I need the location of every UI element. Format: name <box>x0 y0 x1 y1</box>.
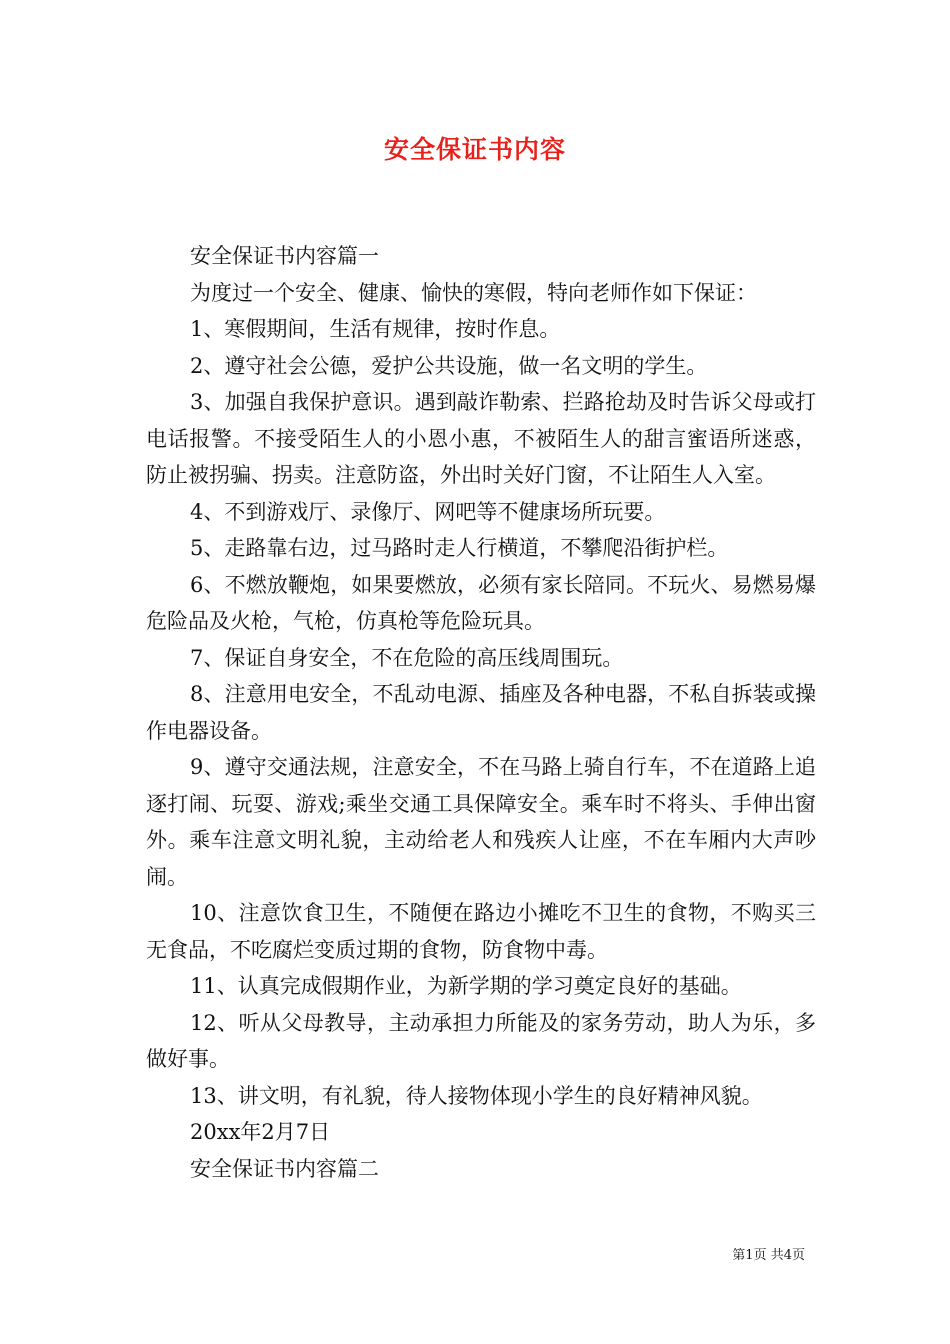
list-item: 1、寒假期间，生活有规律，按时作息。 <box>190 317 561 341</box>
section-heading: 安全保证书内容篇二 <box>190 1156 379 1181</box>
list-item: 9、遵守交通法规，注意安全，不在马路上骑自行车，不在道路上追逐打闹、玩耍、游戏;乘坐交通工具保障安全。乘车时不将头、手伸出窗外。乘车注意文明礼貌，主动给老人和残疾人让座，不在车厢内大声吵闹。 <box>146 755 816 889</box>
list-item: 8、注意用电安全，不乱动电源、插座及各种电器，不私自拆装或操作电器设备。 <box>146 682 816 743</box>
list-item: 4、不到游戏厅、录像厅、网吧等不健康场所玩要。 <box>190 499 666 524</box>
paragraph: 为度过一个安全、健康、愉快的寒假，特向老师作如下保证： <box>190 280 757 305</box>
total-pages: 4 <box>783 1248 792 1263</box>
end-label: 页 <box>791 1248 805 1263</box>
document-body <box>146 238 816 1187</box>
page-number <box>732 1244 805 1263</box>
section-heading: 安全保证书内容篇一 <box>190 244 379 268</box>
page-label: 第 <box>732 1248 746 1263</box>
list-item: 12、听从父母教导，主动承担力所能及的家务劳动，助人为乐，多做好事。 <box>146 1010 816 1071</box>
list-item: 10、注意饮食卫生，不随便在路边小摊吃不卫生的食物，不购买三无食品，不吃腐烂变质过期的食物，防食物中毒。 <box>146 901 816 962</box>
list-item: 13、讲文明，有礼貌，待人接物体现小学生的良好精神风貌。 <box>190 1083 763 1108</box>
date-line: 20xx年2月7日 <box>190 1120 331 1144</box>
page-title: 安全保证书内容 <box>383 135 566 164</box>
list-item: 3、加强自我保护意识。遇到敲诈勒索、拦路抢劫及时告诉父母或打电话报警。不接受陌生人的小恩小惠，不被陌生人的甜言蜜语所迷惑，防止被拐骗、拐卖。注意防盗，外出时关好门窗，不让陌生人入室。 <box>146 390 816 487</box>
list-item: 2、遵守社会公德，爱护公共设施，做一名文明的学生。 <box>190 353 708 378</box>
list-item: 7、保证自身安全，不在危险的高压线周围玩。 <box>190 645 624 670</box>
list-item: 5、走路靠右边，过马路时走人行横道，不攀爬沿街护栏。 <box>190 536 729 560</box>
middle-label: 页 共 <box>753 1248 784 1263</box>
list-item: 6、不燃放鞭炮，如果要燃放，必须有家长陪同。不玩火、易燃易爆危险品及火枪，气枪，仿真枪等危险玩具。 <box>146 572 816 633</box>
current-page: 1 <box>745 1248 754 1263</box>
list-item: 11、认真完成假期作业，为新学期的学习奠定良好的基础。 <box>190 974 742 998</box>
